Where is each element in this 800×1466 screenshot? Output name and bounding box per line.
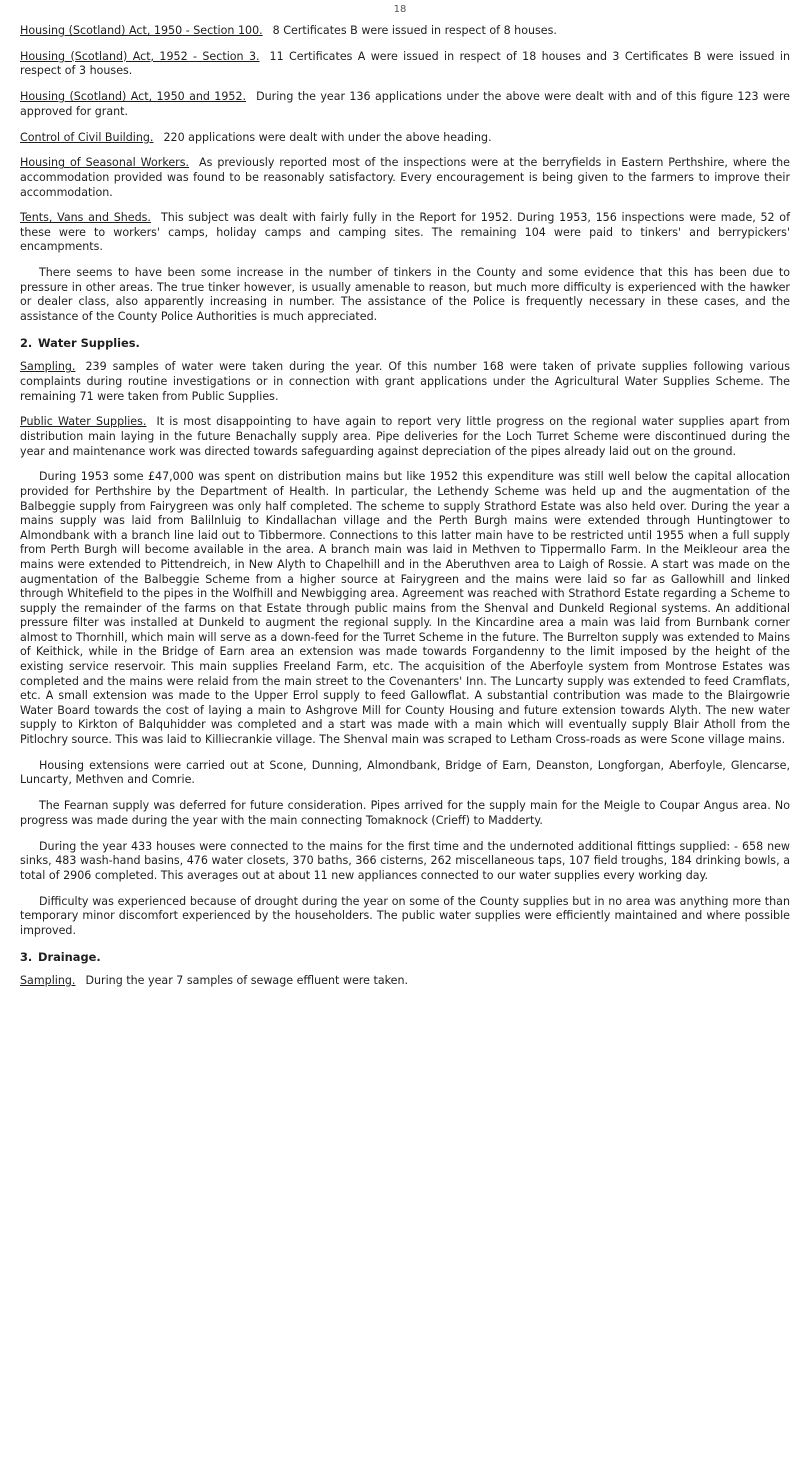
paragraph-heading: Tents, Vans and Sheds. (20, 211, 151, 225)
paragraph-text: This subject was dealt with fairly fully in the Report for 1952. During 1953, 156 inspections were made, 52 of these were to workers' camps, holiday camps and camping sites. The remaining 104 were paid to tinkers' and berrypickers' encampments. (20, 211, 790, 254)
water-supplies-section (20, 360, 790, 938)
paragraph-text: Difficulty was experienced because of drought during the year on some of the County supplies but in no area was anything more than temporary minor discomfort experienced by the householders. The public water supplies were efficiently maintained and where possible improved. (20, 894, 790, 937)
paragraph (20, 131, 790, 146)
paragraph (20, 360, 790, 404)
paragraph-heading: Housing (Scotland) Act, 1950 and 1952. (20, 90, 247, 104)
paragraph (20, 974, 790, 989)
paragraph-text: 239 samples of water were taken during the year. Of this number 168 were taken of private supplies following various complaints during routine investigations or in connection with grant applications under the Agricultural Water Supplies Scheme. The remaining 71 were taken from Public Supplies. (20, 360, 790, 403)
paragraph-heading: Housing (Scotland) Act, 1952 - Section 3. (20, 49, 260, 63)
section-number: 3. (20, 949, 33, 964)
section-heading-drainage (20, 950, 790, 965)
paragraph-text: 11 Certificates A were issued in respect of 18 houses and 3 Certificates B were issued in respect of 3 houses. (20, 49, 790, 78)
paragraph-text: 8 Certificates B were issued in respect of 8 houses. (272, 24, 557, 37)
paragraph-text: It is most disappointing to have again to report very little progress on the regional water supplies apart from distribution main laying in the future Benachally supply area. Pipe deliveries for the Loch Turret Scheme were discontinued during the year and maintenance work was directed towards safeguarding against depreciation of the pipes already laid out on the ground. (20, 415, 790, 458)
paragraph-text: Housing extensions were carried out at Scone, Dunning, Almondbank, Bridge of Earn, Deanston, Longforgan, Aberfoyle, Glencarse, Luncarty, Methven and Comrie. (20, 758, 790, 787)
paragraph-heading: Public Water Supplies. (20, 415, 147, 429)
paragraph (20, 90, 790, 119)
paragraph (20, 211, 790, 255)
paragraph-text: There seems to have been some increase in the number of tinkers in the County and some evidence that this has been due to pressure in other areas. The true tinker however, is usually amenable to reason, but much more difficulty is experienced with the hawker or dealer class, also apparently increasing in number. The assistance of the Police is frequently necessary in these cases, and the assistance of the County Police Authorities is much appreciated. (20, 266, 790, 324)
paragraph-heading: Housing (Scotland) Act, 1950 - Section 100. (20, 24, 263, 37)
paragraph (20, 50, 790, 79)
page-number: 18 (393, 4, 407, 15)
paragraph (20, 759, 790, 788)
paragraph-text: The Fearnan supply was deferred for future consideration. Pipes arrived for the supply main for the Meigle to Coupar Angus area. No progress was made during the year with the main connecting Tomaknock (Crieff) to Madderty. (20, 799, 790, 827)
paragraph (20, 895, 790, 939)
paragraph-heading: Control of Civil Building. (20, 130, 154, 144)
paragraph (20, 266, 790, 324)
paragraph-heading: Housing of Seasonal Workers. (20, 156, 190, 170)
paragraph-text: During the year 136 applications under the above were dealt with and of this figure 123 were approved for grant. (20, 90, 790, 118)
paragraph (20, 24, 790, 39)
paragraph (20, 840, 790, 884)
paragraph (20, 156, 790, 200)
paragraph-text: During the year 433 houses were connected to the mains for the first time and the undernoted additional fittings supplied: - 658 new sinks, 483 wash-hand basins, 476 water closets, 370 baths, 366 cisterns, 262 miscellaneous taps, 107 field troughs, 184 drinking bowls, a total of 2906 completed. This averages out at about 11 new appliances connected to our water supplies every working day. (20, 839, 790, 882)
drainage-section (20, 974, 790, 989)
paragraph (20, 799, 790, 828)
section-number: 2. (20, 335, 33, 350)
paragraph-heading: Sampling. (20, 974, 76, 988)
paragraph (20, 470, 790, 747)
section-title: Water Supplies. (38, 335, 140, 350)
document-body (20, 24, 790, 1000)
paragraph-text: As previously reported most of the inspections were at the berryfields in Eastern Perthshire, where the accommodation provided was found to be reasonably satisfactory. Every encouragement is being given to the farmers to improve their accommodation. (20, 156, 790, 199)
paragraph-text: During the year 7 samples of sewage effluent were taken. (85, 974, 409, 988)
paragraph-text: 220 applications were dealt with under the above heading. (163, 130, 492, 144)
paragraph-text: During 1953 some £47,000 was spent on distribution mains but like 1952 this expenditure was still well below the capital allocation provided for Perthshire by the Department of Health. In particular, the Lethendy Scheme was held up and the augmentation of the Balbeggie supply from Fairygreen was only half completed. The scheme to supply Strathord Estate was also held over. During the year a mains supply was laid from Balilnluig to Kindallachan village and the Perth Burgh mains were extended through Huntingtower to Almondbank with a branch line laid out to Tibbermore. Connections to this latter main have to be restricted until 1955 when a full supply from Perth Burgh will become available in the area. A branch main was laid in Methven to Tippermallo Farm. In the Meikleour area the mains were extended to Pittendreich, in New Alyth to Chapelhill and in the Aberuthven area to Laigh of Rossie. A start was made on the augmentation of the Balbeggie Scheme from a higher source at Fairygreen and the mains were laid so far as Gallowhill and linked through Whitefield to the pipes in the Wolfhill and Newbigging area. Agreement was reached with Strathord Estate regarding a Scheme to supply the remainder of the farms on that Estate through public mains from the Shenval and Dunkeld Regional systems. An additional pressure filter was installed at Dunkeld to augment the regional supply. In the Kincardine area a main was laid from Burnbank corner almost to Thornhill, which main will serve as a down-feed for the Turret Scheme in the future. The Burrelton supply was extended to Mains of Keithick, while in the Bridge of Earn area an extension was made towards Forgandenny to the limit imposed by the height of the existing service reservoir. This main supplies Freeland Farm, etc. The acquisition of the Aberfoyle system from Montrose Estates was completed and the mains were relaid from the main street to the Covenanters' Inn. The Luncarty supply was extended to feed Cramflats, etc. A small extension was made to the Upper Errol supply to feed Gallowflat. A substantial contribution was made to the Blairgowrie Water Board towards the cost of laying a main to Ashgrove Mill for County Housing and future extension towards Alyth. The new water supply to Kirkton of Balquhidder was completed and a start was made with a main which will eventually supply Blair Atholl from the Pitlochry source. This was laid to Killiecrankie village. The Shenval main was scraped to Letham Cross-roads as were Scone village mains. (20, 470, 790, 747)
section-title: Drainage. (38, 949, 101, 964)
paragraph-heading: Sampling. (20, 360, 76, 374)
paragraph (20, 415, 790, 459)
section-heading-water-supplies (20, 336, 790, 351)
housing-section (20, 24, 790, 325)
